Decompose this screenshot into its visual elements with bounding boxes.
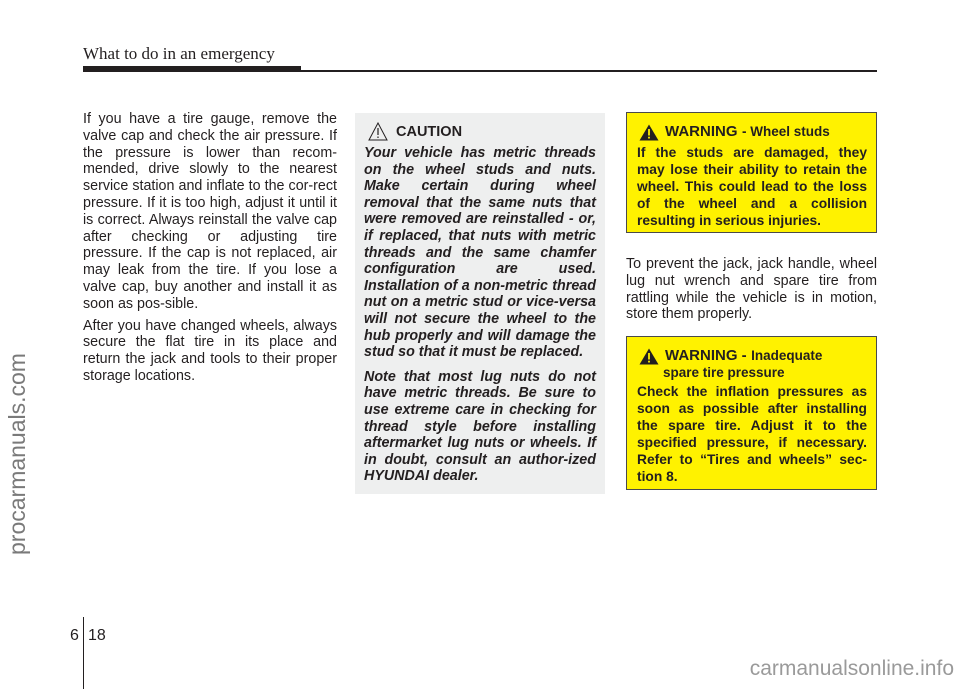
warning-spare-tire-text: Check the inflation pressures as soon as possible after installing the spare tire. Adjust it to the specified pressure, if necessary. Refer to “Tires and wheels” sec-tion 8. xyxy=(637,384,867,484)
warning-spare-tire-box xyxy=(626,336,877,490)
left-column-text xyxy=(83,111,337,390)
warning-wheel-studs-text: If the studs are damaged, they may lose their ability to retain the wheel. This could lead to the loss of the wheel and a collision resulting in serious injuries. xyxy=(637,145,867,228)
chapter-number: 6 xyxy=(70,627,79,644)
caution-box xyxy=(355,113,605,494)
warning-spare-tire-header xyxy=(639,347,867,365)
caution-paragraph-lug-nuts: Note that most lug nuts do not have metric threads. Be sure to use extreme care in checking for thread style before installing aftermarket lug nuts or wheels. If in doubt, consult an author-ized HYUNDAI dealer. xyxy=(364,368,596,485)
caution-paragraph-metric: Your vehicle has metric threads on the wheel studs and nuts. Make certain during wheel removal that the same nuts that were removed are reinstalled - or, if replaced, that nuts with metric threads and the same chamfer configuration are used. Installation of a non-metric thread nut on a metric stud or vice-versa will not secure the wheel to the hub properly and will damage the stud so that it must be replaced. xyxy=(364,145,596,361)
header-rule xyxy=(83,66,877,72)
paragraph-tire-gauge: If you have a tire gauge, remove the valve cap and check the air pressure. If the pressure is lower than recom-mended, drive slowly to the nearest service station and inflate to the cor-rect pressure. If it is too high, adjust it until it is correct. Always reinstall the valve cap after checking or adjusting tire pressure. If the cap is not replaced, air may leak from the tire. If you lose a valve cap, buy another and install it as soon as pos-sible. xyxy=(83,111,337,312)
storage-text-block xyxy=(626,256,877,323)
warning-wheel-studs-box xyxy=(626,112,877,233)
warning-triangle-icon xyxy=(639,124,659,141)
page-number: 18 xyxy=(88,627,106,644)
storage-paragraph: To prevent the jack, jack handle, wheel lug nut wrench and spare tire from rattling while the vehicle is in motion, store them properly. xyxy=(626,256,877,323)
warning-subtitle: - Wheel studs xyxy=(741,124,830,139)
warning-subtitle-line2: spare tire pressure xyxy=(663,365,785,380)
caution-title: CAUTION xyxy=(396,123,463,140)
warning-triangle-icon xyxy=(639,348,659,365)
section-title: What to do in an emergency xyxy=(83,44,275,63)
warning-title: WARNING xyxy=(665,123,738,140)
warning-subtitle: Inadequate xyxy=(751,348,823,363)
footer-divider xyxy=(83,617,84,689)
warning-title: WARNING - xyxy=(665,347,747,364)
warning-wheel-studs-header xyxy=(639,123,867,141)
paragraph-after-changing: After you have changed wheels, always secure the flat tire in its place and return the jack and tools to their proper storage locations. xyxy=(83,317,337,384)
caution-triangle-icon xyxy=(368,122,388,141)
side-watermark: procarmanuals.com xyxy=(4,353,30,555)
bottom-watermark: carmanualsonline.info xyxy=(749,657,954,680)
caution-header xyxy=(368,122,596,141)
